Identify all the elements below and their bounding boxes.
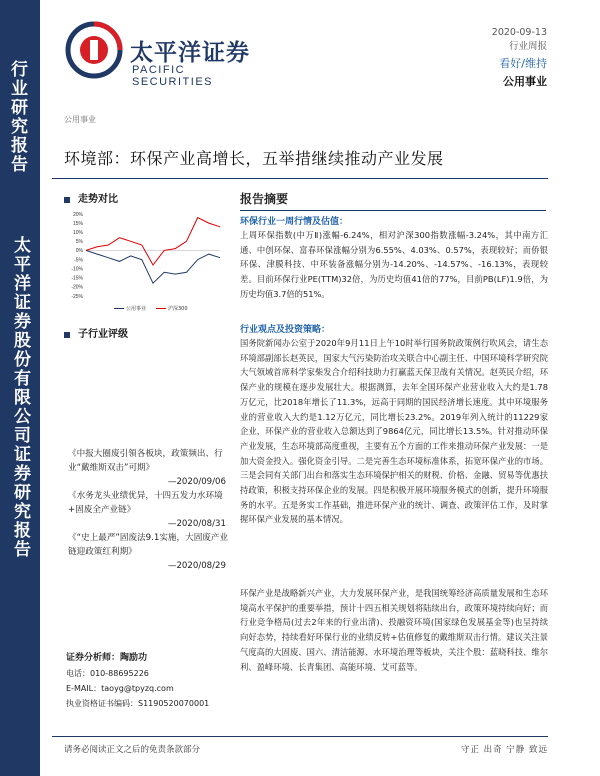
- summary-heading: 报告摘要: [240, 190, 546, 211]
- footer-motto: 守正 出奇 宁静 致远: [460, 745, 548, 755]
- legend-label: 沪深300: [168, 306, 188, 312]
- bullet-square: [64, 332, 70, 338]
- y-tick-label: 15%: [72, 220, 83, 227]
- analyst-license: 执业资格证书编码：S1190520070001: [66, 699, 210, 708]
- related-report[interactable]: 《水务龙头业绩优异，十四五发力水环境+固废全产业链》 —2020/08/31: [68, 491, 226, 529]
- logo-cn: 太平洋证券: [130, 40, 250, 66]
- sub-rating-heading: 子行业评级: [64, 325, 128, 340]
- report-date: 2020-09-13: [491, 27, 547, 38]
- sidebar: [0, 0, 40, 776]
- series-line-0: [86, 250, 220, 283]
- related-report[interactable]: 《“史上最严”固废法9.1实施，大固废产业链迎政策红利期》 —2020/08/29: [68, 533, 229, 571]
- analyst-name: 陶励功: [120, 653, 148, 663]
- footer-divider: [52, 736, 548, 737]
- sidebar-section-label: 行业研究报告: [7, 60, 27, 174]
- analyst-phone: 电话：010-88695226: [66, 669, 149, 678]
- report-type: 行业周报: [508, 41, 547, 52]
- trend-chart: [64, 210, 224, 318]
- logo-en: PACIFIC SECURITIES: [132, 64, 214, 88]
- strategy-paragraph: 国务院新闻办公室于2020年9月11日上午10时举行国务院政策例行吹风会，请生态环境部副部长赵英民，国家大气污染防治攻关联合中心副主任、中国环境科学研究院大气领域首席科学家柴发合介绍科技助力打赢蓝天保卫战有关情况。赵英民介绍，环保产业的规模在逐步发展壮大。根据测算，去年全国环保产业营业收入大约是1.78万亿元，比2018年增长了11.3%，远高于同期的国民经济增长速度。其中环境服务业的营业收入大约是1.12万亿元，同比增长23.2%。2019年列入统计的11229家企业，环保产业的营业收入总额达到了9864亿元，同比增长13.5%。针对推动环保产业发展，生态环境部高度重视，主要有五个方面的工作来推动环保产业发展：一是加大资金投入。强化资金引导。二是完善生态环境标准体系，拓宽环保产业的市场。三是会同有关部门出台和落实生态环境保护相关的财税、价格、金融、贸易等优惠扶持政策，积极支持环保企业的发展。四是积极开展环境服务模式的创新，提升环境服务的水平。五是务实工作基础，推进环保产业的统计、调查、政策评估工作，及时掌握环保产业发展的基本情况。: [240, 338, 548, 525]
- company-logo: [64, 20, 264, 88]
- trend-heading: 走势对比: [64, 190, 118, 205]
- report-meta: [492, 26, 547, 89]
- weekly-market-paragraph: 上周环保指数(中万Ⅱ)涨幅-6.24%，相对沪深300指数涨幅-3.24%，其中南方汇通、中创环保、富春环保涨幅分别为6.55%、4.03%、0.57%，表现较好；而侨银环保、津膜科技、中环装备涨幅分别为-14.20%、-14.57%、-16.13%，表现较差。目前环保行业PE(TTM)32倍，为历史均值41倍的77%，目前PB(LF)1.9倍，为历史均值3.7倍的51%。: [240, 230, 548, 299]
- analyst-email[interactable]: E-MAIL：taoyg@tpyzq.com: [66, 684, 174, 693]
- footer-disclaimer: 请务必阅读正文之后的免责条款部分: [64, 745, 201, 755]
- bullet-square: [64, 197, 70, 203]
- y-tick-label: -15%: [71, 275, 83, 282]
- y-tick-label: 5%: [75, 239, 83, 246]
- legend-label: 公用事业: [126, 306, 147, 312]
- sidebar-company-label: 太平洋证券股份有限公司证券研究报告: [10, 236, 30, 559]
- weekly-market-heading: 环保行业一周行情及估值：: [240, 217, 349, 227]
- title-divider: [52, 178, 548, 179]
- series-line-1: [86, 218, 220, 265]
- related-reports: [68, 447, 230, 573]
- report-sector: 公用事业: [503, 75, 547, 88]
- analyst-info: [66, 651, 236, 711]
- related-report[interactable]: 《中报大圈废引領各板块，政策频出、行业“戴维斯双击”可期》 —2020/09/06: [68, 449, 226, 487]
- page-title: 环境部：环保产业高增长，五举措继续推动产业发展: [64, 149, 444, 168]
- y-tick-label: -10%: [71, 266, 83, 273]
- trend-chart-svg: [64, 210, 224, 318]
- y-tick-label: -5%: [74, 257, 83, 264]
- analyst-label: 证券分析师：: [66, 653, 121, 663]
- y-tick-label: -20%: [71, 284, 83, 291]
- pacific-logo-icon: [64, 20, 124, 80]
- y-tick-label: 0%: [75, 248, 83, 255]
- report-rating: 看好/维持: [499, 57, 547, 70]
- strategy-heading: 行业观点及投资策略：: [240, 325, 331, 335]
- breadcrumb: 公用事业: [64, 115, 96, 124]
- y-tick-label: 10%: [72, 230, 83, 237]
- outlook-paragraph: 环保产业是战略新兴产业，大力发展环保产业，是我国统筹经济高质量发展和生态环境高水平保护的重要举措，预计十四五相关规划将陆续出台，政策环境持续向好；而行业竞争格局(过去2年来的行业出清)、投融资环境(国家绿色发展基金等)也呈持续向好态势，持续看好环保行业的业绩反转+估值修复的戴维斯双击行情。建议关注景气度高的大固废、国六、清洁能源、水环境治理等板块，关注个股：蓝晓科技、维尔利、盈峰环境、长青集团、高能环境、艾可蓝等。: [240, 588, 548, 672]
- y-tick-label: 20%: [72, 211, 83, 218]
- y-tick-label: -25%: [71, 293, 83, 300]
